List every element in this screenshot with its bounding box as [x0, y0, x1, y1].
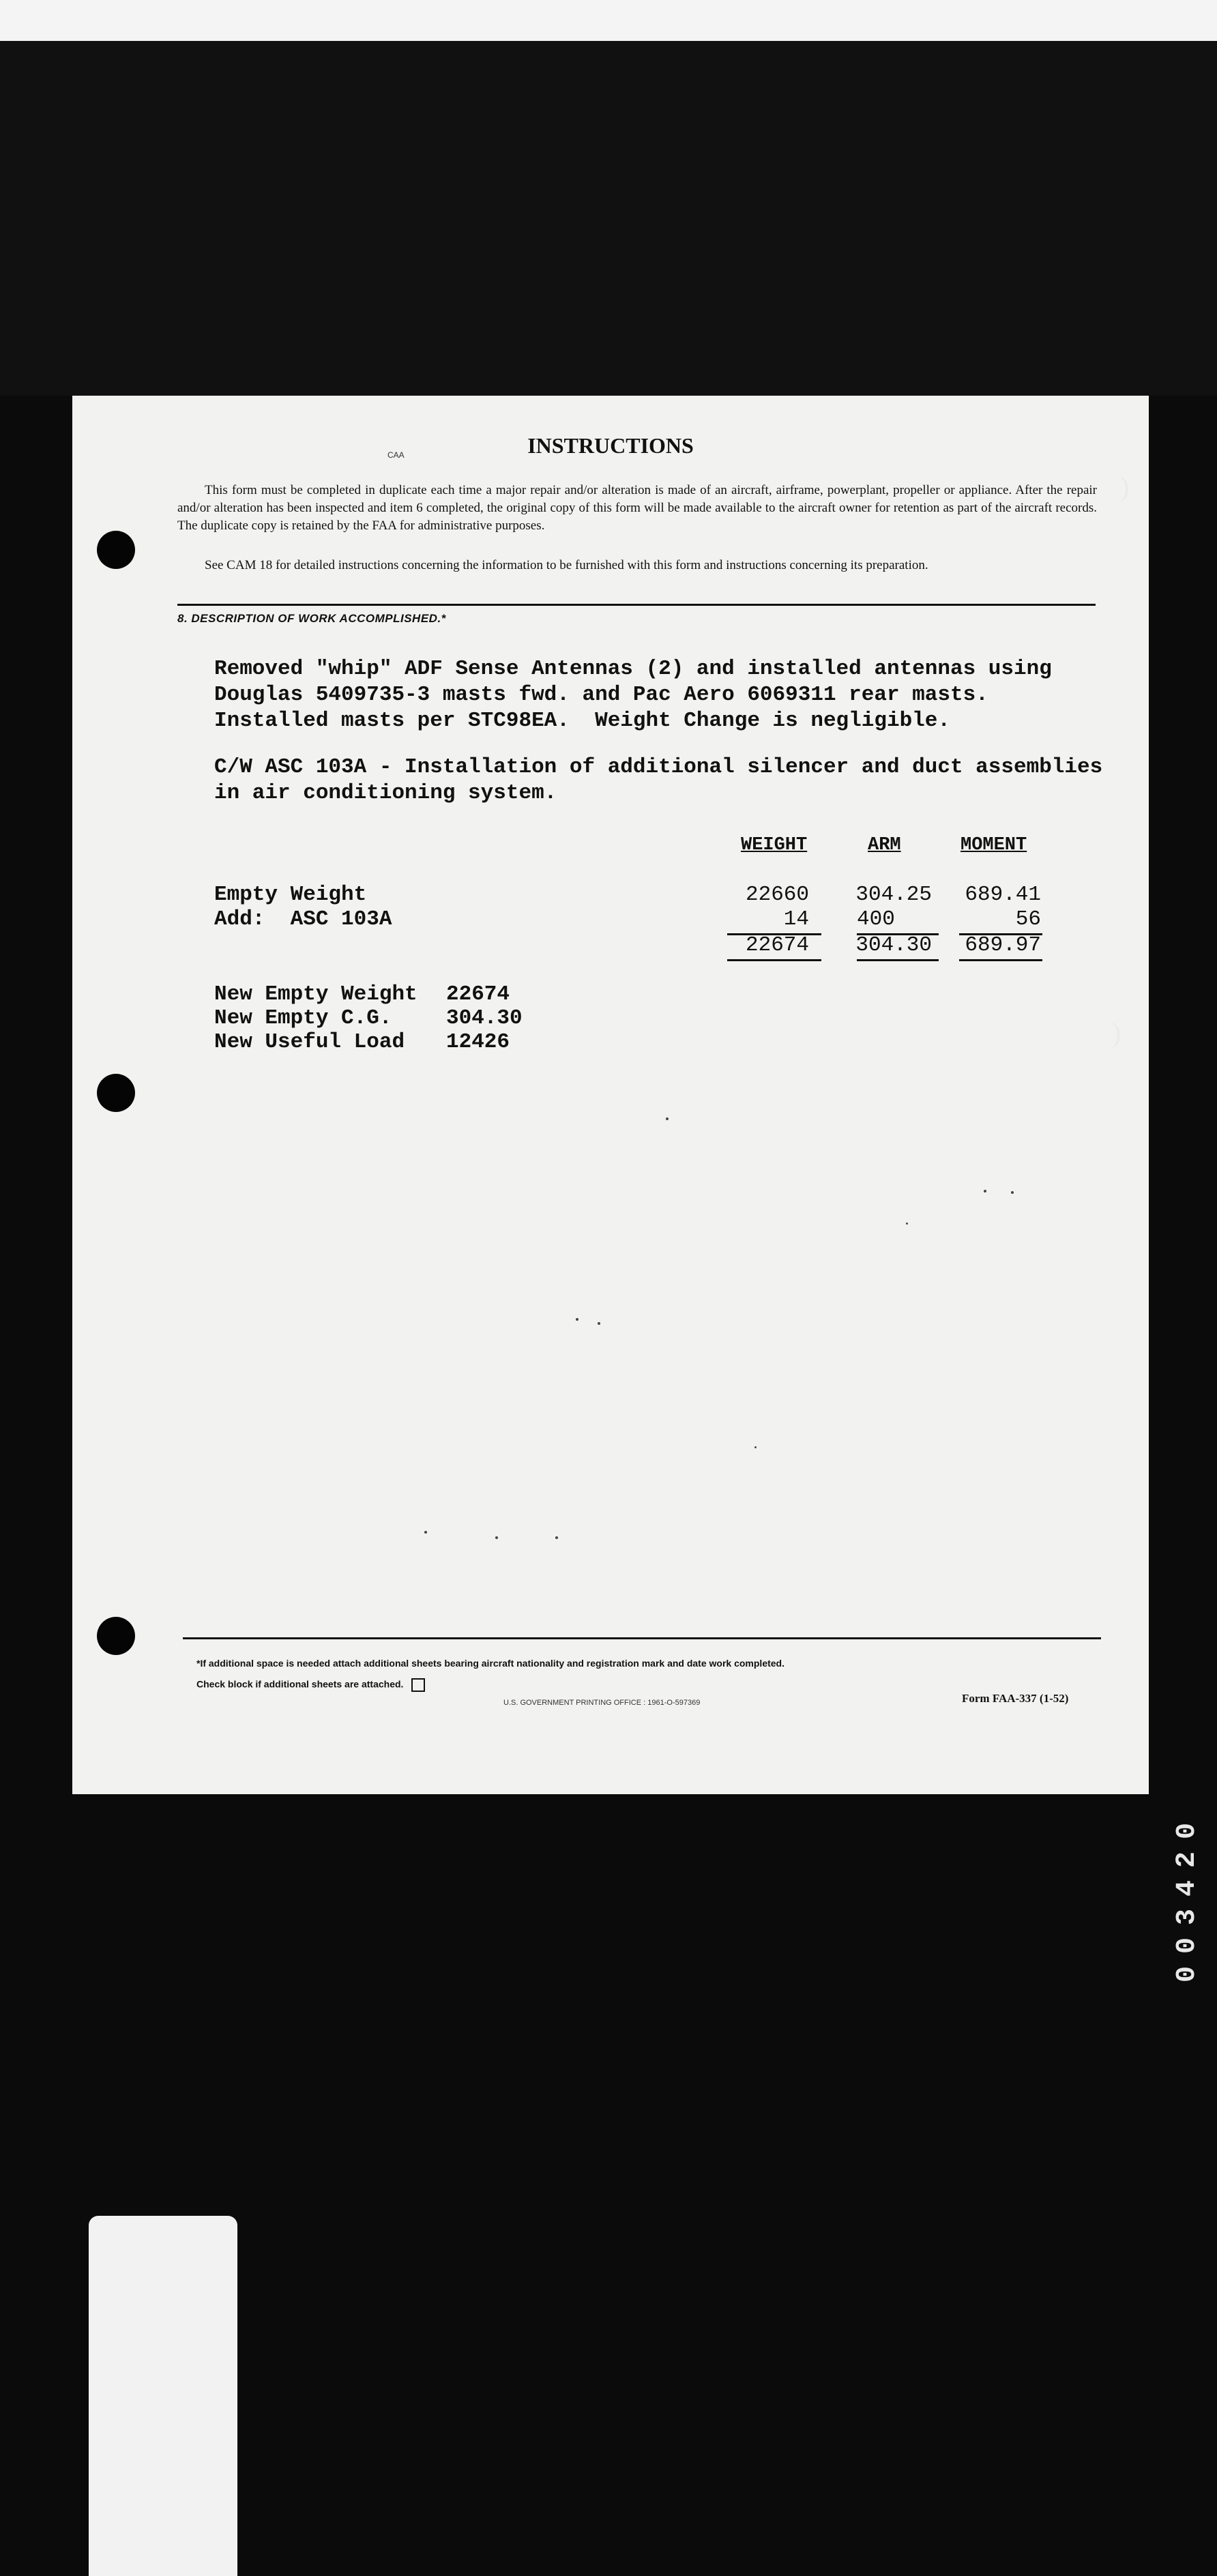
speck [754, 1446, 757, 1448]
form-number: Form FAA-337 (1-52) [962, 1692, 1069, 1705]
header-moment: MOMENT [961, 835, 1027, 855]
footer-check-label: Check block if additional sheets are attached. [196, 1678, 404, 1690]
form-page [72, 396, 1149, 1794]
footer-check-row [196, 1678, 425, 1692]
edge-mark: ) [1120, 471, 1130, 502]
summary-label: New Useful Load [214, 1030, 405, 1054]
speck [555, 1536, 558, 1539]
section-label: 8. DESCRIPTION OF WORK ACCOMPLISHED.* [177, 612, 446, 625]
instructions-para-1: This form must be completed in duplicate each time a major repair and/or alteration is made of an aircraft, airframe, powerplant, propeller or appliance. After the repair and/or alteration has been inspected and item 6 completed, the original copy of this form will be made available to the aircraft owner for retention as part of the aircraft records. The duplicate copy is retained by the FAA for administrative purposes. [177, 483, 1097, 533]
footer-note: *If additional space is needed attach additional sheets bearing aircraft nationality and registration mark and date work completed. [196, 1658, 785, 1669]
punch-hole-top [97, 531, 135, 569]
gpo-line: U.S. GOVERNMENT PRINTING OFFICE : 1961-O-597369 [503, 1699, 701, 1707]
header-arm: ARM [868, 835, 901, 855]
footer-divider [183, 1637, 1101, 1639]
row-weight: 22660 [745, 883, 809, 907]
row-label: Add: ASC 103A [214, 907, 392, 931]
row-moment: 689.41 [965, 883, 1041, 907]
row-label: Empty Weight [214, 883, 367, 907]
additional-sheets-checkbox[interactable] [411, 1678, 425, 1692]
work-line: Installed masts per STC98EA. Weight Change is negligible. [214, 709, 950, 733]
section-divider [177, 604, 1096, 606]
summary-value: 304.30 [446, 1006, 523, 1030]
cw-line: in air conditioning system. [214, 781, 557, 805]
punch-hole-bottom [97, 1617, 135, 1655]
speck [495, 1536, 498, 1539]
summary-value: 22674 [446, 982, 510, 1006]
row-moment: 56 [1015, 907, 1041, 931]
work-line: Removed "whip" ADF Sense Antennas (2) and installed antennas using [214, 657, 1052, 681]
cw-line: C/W ASC 103A - Installation of additional silencer and duct assemblies [214, 755, 1103, 779]
speck [576, 1318, 578, 1321]
top-band [0, 0, 1217, 41]
summary-label: New Empty Weight [214, 982, 417, 1006]
total-moment: 689.97 [965, 933, 1041, 957]
row-arm: 304.25 [855, 883, 932, 907]
total-rule-weight [727, 959, 821, 961]
edge-mark: ) [1112, 1017, 1121, 1048]
summary-label: New Empty C.G. [214, 1006, 392, 1030]
work-line: Douglas 5409735-3 masts fwd. and Pac Aero 6069311 rear masts. [214, 683, 988, 707]
side-stamp: 003420 [1172, 1810, 1203, 1983]
row-arm: 400 [857, 907, 895, 931]
total-arm: 304.30 [855, 933, 932, 957]
top-dark-area [0, 41, 1217, 396]
total-weight: 22674 [745, 933, 809, 957]
speck [424, 1531, 427, 1534]
speck [906, 1223, 908, 1225]
page-title: INSTRUCTIONS [527, 433, 694, 458]
speck [666, 1117, 669, 1120]
total-rule-moment [959, 959, 1042, 961]
header-weight: WEIGHT [741, 835, 808, 855]
instructions-para-2: See CAM 18 for detailed instructions concerning the information to be furnished with this form and instructions concerning its preparation. [205, 558, 928, 572]
film-strip-edge [89, 2216, 237, 2576]
total-rule-arm [857, 959, 939, 961]
punch-hole-middle [97, 1074, 135, 1112]
speck [984, 1190, 986, 1192]
summary-value: 12426 [446, 1030, 510, 1054]
row-weight: 14 [783, 907, 809, 931]
small-mark: CAA [387, 450, 405, 460]
speck [1011, 1191, 1014, 1194]
speck [598, 1322, 600, 1325]
